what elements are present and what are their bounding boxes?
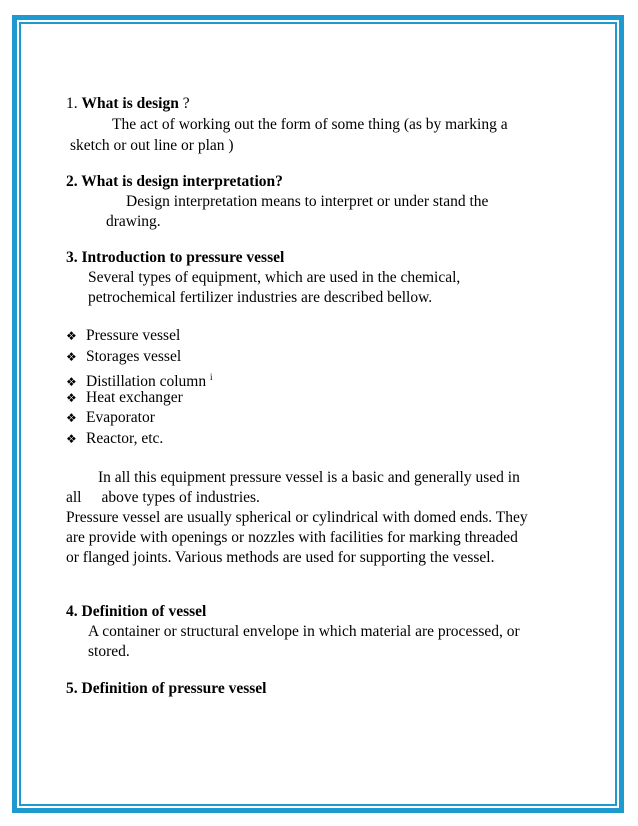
diamond-bullet-icon: ❖	[66, 391, 77, 405]
q2-line1: Design interpretation means to interpret or under stand the	[126, 193, 489, 210]
footnote-marker: i	[210, 372, 213, 382]
q1-title: What is design	[81, 95, 179, 112]
q3-number: 3.	[66, 249, 78, 266]
q1-number: 1.	[66, 95, 78, 112]
list-item: ❖ Storages vessel	[66, 348, 182, 365]
q2-line2: drawing.	[106, 213, 161, 230]
q1-line1: The act of working out the form of some thing (as by marking a	[112, 116, 508, 133]
q3-heading	[66, 248, 284, 268]
q2-heading	[66, 172, 283, 192]
para-line4: are provide with openings or nozzles with facilities for marking threaded	[66, 529, 518, 546]
q4-title: Definition of vessel	[81, 603, 207, 620]
q1-mark: ?	[182, 95, 190, 112]
diamond-bullet-icon: ❖	[66, 411, 77, 425]
q2-title: What is design interpretation?	[81, 173, 283, 190]
list-item: ❖ Distillation column $^i$	[66, 372, 213, 390]
q3-title: Introduction to pressure vessel	[81, 249, 285, 266]
q5-number: 5.	[66, 680, 78, 697]
para-line1: In all this equipment pressure vessel is a basic and generally used in	[98, 469, 520, 486]
q3-line1: Several types of equipment, which are used in the chemical,	[88, 269, 461, 286]
diamond-bullet-icon: ❖	[66, 329, 77, 343]
q3-line2: petrochemical fertilizer industries are described bellow.	[88, 289, 433, 306]
q4-line1: A container or structural envelope in which material are processed, or	[88, 623, 520, 640]
diamond-bullet-icon: ❖	[66, 375, 77, 389]
q1-heading	[66, 94, 190, 114]
q1-line2: sketch or out line or plan )	[70, 137, 234, 154]
q4-heading	[66, 602, 206, 622]
q5-title: Definition of pressure vessel	[81, 680, 267, 697]
para-line5: or flanged joints. Various methods are used for supporting the vessel.	[66, 549, 495, 566]
list-item: ❖ Reactor, etc.	[66, 430, 164, 447]
q4-number: 4.	[66, 603, 78, 620]
list-item: ❖ Pressure vessel	[66, 327, 181, 344]
list-item: ❖ Heat exchanger	[66, 389, 183, 406]
list-item: ❖ Evaporator	[66, 409, 155, 426]
q2-number: 2.	[66, 173, 78, 190]
para-line3: Pressure vessel are usually spherical or cylindrical with domed ends. They	[66, 509, 528, 526]
q5-heading	[66, 679, 267, 699]
para-line2: all above types of industries.	[66, 489, 260, 506]
diamond-bullet-icon: ❖	[66, 432, 77, 446]
diamond-bullet-icon: ❖	[66, 350, 77, 364]
q4-line2: stored.	[88, 643, 130, 660]
